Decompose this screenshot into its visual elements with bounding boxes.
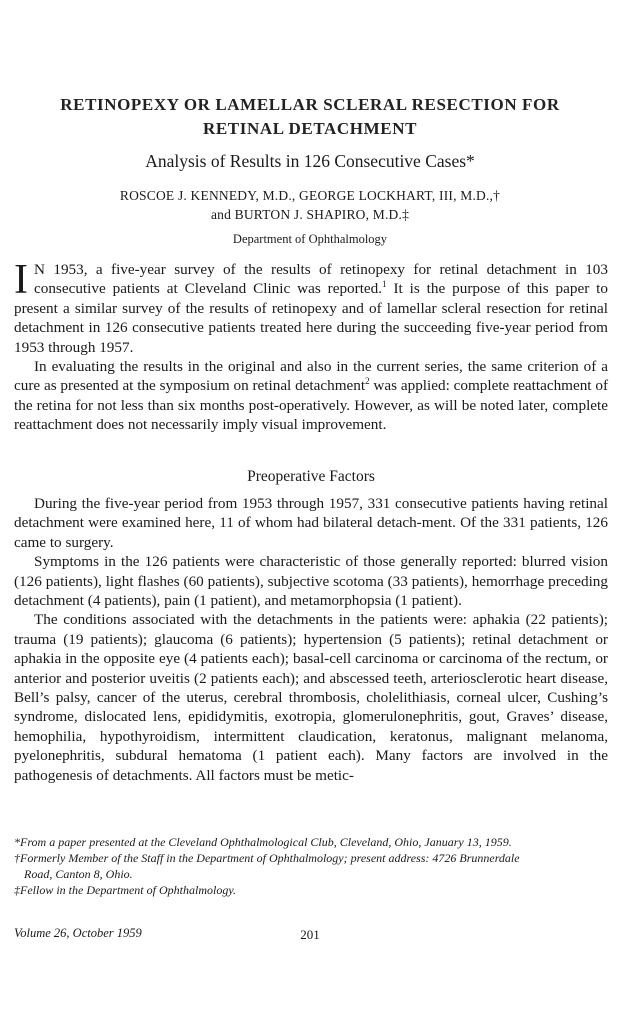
reference-1: 1: [382, 279, 387, 290]
footnote-2: †Formerly Member of the Staff in the Department of Ophthalmology; present address: 4726 Brunnerdale: [14, 851, 520, 865]
reference-2: 2: [365, 376, 370, 387]
authors-line-2: and BURTON J. SHAPIRO, M.D.‡: [210, 207, 410, 222]
footnote-1: *From a paper presented at the Cleveland Ophthalmological Club, Cleveland, Ohio, January 13, 1959.: [14, 835, 512, 849]
footnote-2-continued: Road, Canton 8, Ohio.: [24, 867, 133, 881]
section-paragraph-2: Symptoms in the 126 patients were characteristic of those generally reported: blurred vision (126 patients), light flashes (60 patients), subjective scotoma (33 patients), hemorrhage preceding detachment (4 patients), pain (1 patient), and metamorphopsia (1 patient).: [14, 553, 608, 610]
article-subtitle: Analysis of Results in 126 Consecutive Cases*: [145, 151, 475, 171]
volume-info: Volume 26, October 1959: [14, 926, 142, 940]
section-paragraph-1: During the five-year period from 1953 through 1957, 331 consecutive patients having retinal detachment were examined here, 11 of whom had bilateral detach-ment. Of the 331 patients, 126 came to surgery.: [14, 495, 608, 551]
footnotes: [14, 834, 610, 898]
drop-cap: I: [14, 257, 28, 303]
authors-line-1: ROSCOE J. KENNEDY, M.D., GEORGE LOCKHART, III, M.D.,†: [119, 188, 501, 203]
article-title: [40, 93, 580, 141]
section-heading: Preoperative Factors: [247, 468, 375, 485]
preoperative-section: [14, 494, 608, 785]
title-line-2: RETINAL DETACHMENT: [202, 119, 418, 138]
department: Department of Ophthalmology: [232, 232, 388, 246]
section-paragraph-3: The conditions associated with the detachments in the patients were: aphakia (22 patients); trauma (19 patients); glaucoma (6 patients); hypertension (5 patients); retinal detachment or aphakia in the opposite eye (4 patients each); basal-cell carcinoma or carcinoma of the rectum, or anterior and posterior uveitis (2 patients each); and abscessed teeth, arteriosclerotic heart disease, Bell’s palsy, cancer of the uterus, cerebral thrombosis, cholelithiasis, corneal ulcer, Cushing’s syndrome, dislocated lens, epididymitis, exotropia, glomerulonephritis, gout, Graves’ disease, hemophilia, hypothyroidism, intermittent claudication, keratonus, malignant melanoma, pyelonephritis, subdural hematoma (1 patient each). Many factors are involved in the pathogenesis of detachments. All factors must be metic-: [14, 611, 608, 784]
title-line-1: RETINOPEXY OR LAMELLAR SCLERAL RESECTION FOR: [60, 95, 560, 114]
intro-paragraph-1: I N 1953, a five-year survey of the results of retinopexy for retinal detachment in 103 consecutive patients at Cleveland Clinic was reported.$^1$ It is the purpose of this paper to present a similar survey of the results of retinopexy and of lamellar scleral resection for retinal detachment in 126 consecutive patients treated here during the succeeding five-year period from 1953 through 1957.: [14, 257, 608, 356]
intro-section: [14, 257, 609, 435]
page-number: 201: [300, 927, 320, 942]
author-list: [40, 186, 580, 224]
footnote-3: ‡Fellow in the Department of Ophthalmology.: [14, 883, 236, 897]
intro-paragraph-2: In evaluating the results in the original and also in the current series, the same criterion of a cure as presented at the symposium on retinal detachment$^2$ was applied: complete reattachment of the retina for not less than six months post-operatively. However, as will be noted later, complete reattachment does not necessarily imply visual improvement.: [14, 358, 609, 434]
